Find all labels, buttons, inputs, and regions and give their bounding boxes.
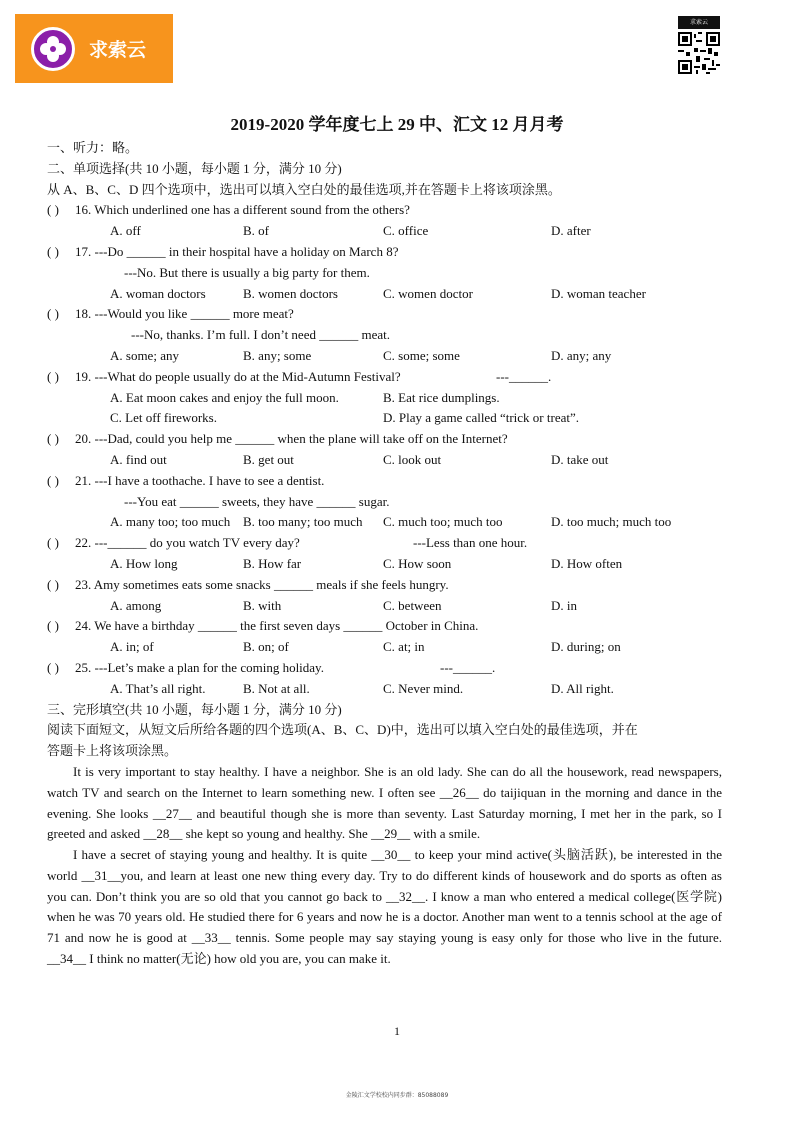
- option-a[interactable]: A. among: [110, 597, 162, 613]
- options-20: [47, 450, 722, 471]
- option-a[interactable]: A. many too; too much: [110, 514, 231, 530]
- answer-paren[interactable]: ( ): [47, 535, 59, 551]
- page-title: 2019-2020 学年度七上 29 中、汇文 12 月月考: [230, 115, 564, 134]
- option-c[interactable]: C. at; in: [383, 639, 425, 655]
- qr-code: [678, 16, 720, 76]
- brand-name: 求索云: [89, 39, 147, 61]
- question-19: [47, 367, 722, 388]
- question-17-line2: ---No. But there is usually a big party for them.: [124, 264, 370, 280]
- option-d[interactable]: D. in: [551, 597, 577, 613]
- answer-paren[interactable]: ( ): [47, 306, 59, 322]
- option-d[interactable]: D. woman teacher: [551, 285, 646, 301]
- question-text: We have a birthday ______ the first seven days ______ October in China.: [94, 618, 479, 634]
- option-a[interactable]: A. Eat moon cakes and enjoy the full moon.: [110, 389, 339, 405]
- answer-paren[interactable]: ( ): [47, 368, 59, 384]
- answer-text: ---Less than one hour.: [413, 535, 528, 551]
- option-c[interactable]: C. Never mind.: [383, 680, 464, 696]
- qr-code-icon: [678, 32, 720, 74]
- option-a[interactable]: A. off: [110, 223, 141, 239]
- question-number: 20.: [75, 431, 92, 447]
- option-b[interactable]: B. on; of: [243, 639, 289, 655]
- footer-note: 金陵汇文学校校内同步群：85088089: [345, 1092, 449, 1099]
- question-16: [47, 200, 722, 221]
- exam-content: [47, 138, 722, 970]
- cloze-instructions-1: 阅读下面短文，从短文后所给各题的四个选项(A、B、C、D)中，选出可以填入空白处的最佳选项，并在: [47, 722, 638, 738]
- section-cloze: 三、完形填空(共 10 小题，每小题 1 分，满分 10 分): [47, 701, 342, 717]
- question-18-line2: ---No, thanks. I’m full. I don’t need ______ meat.: [131, 327, 390, 343]
- passage-paragraph-1: It is very important to stay healthy. I have a neighbor. She is an old lady. She can do all the housework, read newspapers, watch TV and search on the Internet to learn something new. I often see __26__ do taijiquan in the morning and dance in the evening. She looks __27__ and beautiful though she is more than seventy. Last Saturday morning, I met her in the park, so I greeted and asked __28__ she kept so young and healthy. She __29__ with a smile.: [47, 763, 722, 842]
- option-b[interactable]: B. with: [243, 597, 282, 613]
- options-23: [47, 596, 722, 617]
- question-number: 19.: [75, 368, 92, 384]
- option-a[interactable]: A. in; of: [110, 639, 154, 655]
- option-a[interactable]: A. How long: [110, 555, 178, 571]
- option-d[interactable]: D. Play a game called “trick or treat”.: [383, 410, 579, 426]
- answer-blank: ---______.: [496, 368, 552, 384]
- option-d[interactable]: D. How often: [551, 555, 623, 571]
- option-b[interactable]: B. of: [243, 223, 269, 239]
- question-text: Which underlined one has a different sound from the others?: [94, 202, 410, 218]
- question-text: ---I have a toothache. I have to see a dentist.: [94, 472, 325, 488]
- answer-paren[interactable]: ( ): [47, 472, 59, 488]
- question-18: [47, 304, 722, 325]
- answer-paren[interactable]: ( ): [47, 202, 59, 218]
- option-b[interactable]: B. too many; too much: [243, 514, 363, 530]
- question-number: 18.: [75, 306, 92, 322]
- passage-paragraph-2: I have a secret of staying young and healthy. It is quite __30__ to keep your mind active(头脑活跃), be interested in the world __31__you, and learn at least one new thing every day. Try to do different kinds of housework and do sports as often as you can. Don’t think you are so old that you cannot go back to __32__. I know a man who entered a medical college(医学院) when he was 70 years old. He studied there for 6 years and now he is a doctor. Another man went to a tennis school at the age of 71 and now he is good at __33__ tennis. Some people may say staying young is easy only for those who live in the future. __34__ I think no matter(无论) how old you are, you can make it.: [47, 847, 722, 967]
- question-number: 25.: [75, 659, 92, 675]
- question-text: ---What do people usually do at the Mid-Autumn Festival?: [94, 368, 401, 384]
- question-21: [47, 471, 722, 492]
- option-c[interactable]: C. look out: [383, 451, 442, 467]
- option-d[interactable]: D. too much; much too: [551, 514, 672, 530]
- answer-paren[interactable]: ( ): [47, 576, 59, 592]
- option-b[interactable]: B. get out: [243, 451, 294, 467]
- option-c[interactable]: C. office: [383, 223, 429, 239]
- answer-paren[interactable]: ( ): [47, 659, 59, 675]
- qr-caption-bar: [678, 16, 720, 29]
- answer-blank: ---______.: [440, 659, 496, 675]
- qr-caption: 求索云: [689, 19, 708, 26]
- options-18: [47, 346, 722, 367]
- options-21: [47, 512, 722, 533]
- option-a[interactable]: A. woman doctors: [110, 285, 206, 301]
- options-22: [47, 554, 722, 575]
- question-text: Amy sometimes eats some snacks ______ meals if she feels hungry.: [93, 576, 449, 592]
- option-a[interactable]: A. That’s all right.: [110, 680, 206, 696]
- options-25: [47, 679, 722, 700]
- option-d[interactable]: D. after: [551, 223, 591, 239]
- option-a[interactable]: A. find out: [110, 451, 167, 467]
- option-d[interactable]: D. All right.: [551, 680, 614, 696]
- question-text: ---Do ______ in their hospital have a holiday on March 8?: [94, 243, 399, 259]
- section-listening: 一、听力：略。: [47, 140, 139, 155]
- question-23: [47, 575, 722, 596]
- options-16: [47, 221, 722, 242]
- clover-logo-icon: [31, 27, 75, 71]
- option-b[interactable]: B. How far: [243, 555, 302, 571]
- option-c[interactable]: C. some; some: [383, 347, 460, 363]
- question-number: 16.: [75, 202, 92, 218]
- question-20: [47, 429, 722, 450]
- question-25: [47, 658, 722, 679]
- options-19-row1: [47, 388, 722, 409]
- option-c[interactable]: C. Let off fireworks.: [110, 410, 217, 426]
- question-22: [47, 533, 722, 554]
- option-b[interactable]: B. Eat rice dumplings.: [383, 389, 500, 405]
- question-text: ---Let’s make a plan for the coming holiday.: [94, 659, 324, 675]
- options-19-row2: [47, 408, 722, 429]
- option-b[interactable]: B. any; some: [243, 347, 312, 363]
- option-d[interactable]: D. take out: [551, 451, 609, 467]
- question-number: 22.: [75, 535, 92, 551]
- cloze-instructions-2: 答题卡上将该项涂黑。: [47, 743, 178, 759]
- question-text: ---______ do you watch TV every day?: [94, 535, 300, 551]
- option-d[interactable]: D. any; any: [551, 347, 612, 363]
- question-24: [47, 616, 722, 637]
- option-b[interactable]: B. Not at all.: [243, 680, 310, 696]
- answer-paren[interactable]: ( ): [47, 618, 59, 634]
- question-number: 21.: [75, 472, 92, 488]
- brand-logo: [15, 14, 173, 83]
- question-number: 23.: [75, 576, 92, 592]
- option-c[interactable]: C. women doctor: [383, 285, 473, 301]
- question-number: 24.: [75, 618, 92, 634]
- options-17: [47, 284, 722, 305]
- option-a[interactable]: A. some; any: [110, 347, 179, 363]
- answer-paren[interactable]: ( ): [47, 243, 59, 259]
- section-single-choice-instructions: 从 A、B、C、D 四个选项中，选出可以填入空白处的最佳选项,并在答题卡上将该项涂黑。: [47, 181, 561, 197]
- question-17: [47, 242, 722, 263]
- option-c[interactable]: C. between: [383, 597, 442, 613]
- question-text: ---Would you like ______ more meat?: [94, 306, 294, 322]
- option-b[interactable]: B. women doctors: [243, 285, 338, 301]
- page-number: 1: [394, 1024, 400, 1038]
- option-c[interactable]: C. How soon: [383, 555, 452, 571]
- option-c[interactable]: C. much too; much too: [383, 514, 503, 530]
- options-24: [47, 637, 722, 658]
- option-d[interactable]: D. during; on: [551, 639, 621, 655]
- question-21-line2: ---You eat ______ sweets, they have ______ sugar.: [124, 493, 390, 509]
- answer-paren[interactable]: ( ): [47, 431, 59, 447]
- question-number: 17.: [75, 243, 92, 259]
- question-text: ---Dad, could you help me ______ when the plane will take off on the Internet?: [94, 431, 508, 447]
- section-single-choice: 二、单项选择(共 10 小题，每小题 1 分，满分 10 分): [47, 160, 342, 176]
